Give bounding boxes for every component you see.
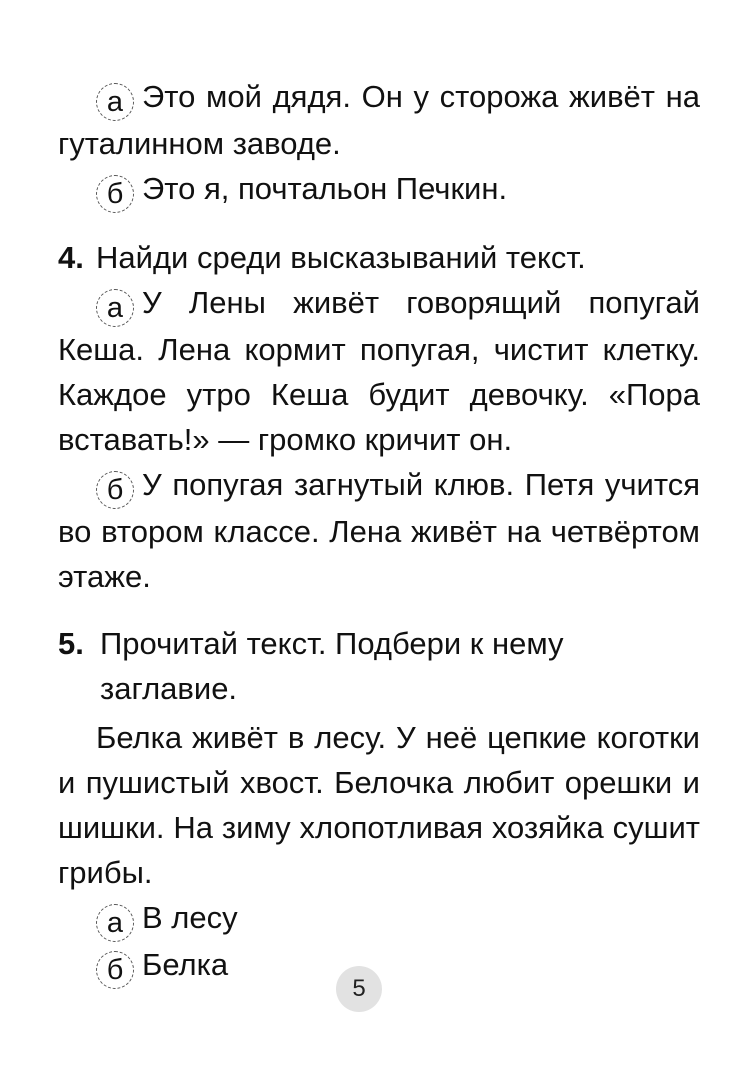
option-1b (58, 166, 700, 213)
task-4-heading (58, 235, 700, 280)
option-text: Это я, почтальон Печкин. (142, 171, 508, 206)
option-5a (58, 895, 700, 942)
option-4a (58, 280, 700, 462)
option-4b (58, 462, 700, 599)
option-label-badge: а (96, 904, 134, 942)
task-5-passage: Белка живёт в лесу. У неё цепкие коготки и пушистый хвост. Белочка любит орешки и шишки. На зиму хлопотливая хозяйка сушит грибы. (58, 720, 700, 890)
task-number: 5. (58, 626, 84, 661)
option-label-badge: б (96, 175, 134, 213)
task-number: 4. (58, 240, 84, 275)
option-text: В лесу (142, 900, 238, 935)
option-text: У попугая загнутый клюв. Петя учится во втором классе. Лена живёт на четвёртом этаже. (58, 467, 700, 594)
option-label-badge: а (96, 83, 134, 121)
task-5-heading (58, 621, 700, 711)
option-label-badge: б (96, 471, 134, 509)
page-content (58, 74, 700, 989)
option-text: Это мой дядя. Он у сторожа живёт на гуталинном заводе. (58, 79, 700, 161)
option-label-badge: а (96, 289, 134, 327)
option-text: Белка (142, 947, 229, 982)
task-text: Прочитай текст. Подбери к нему заглавие. (100, 626, 564, 706)
page-number: 5 (336, 966, 382, 1012)
option-label-badge: б (96, 951, 134, 989)
option-text: У Лены живёт говорящий попугай Кеша. Лена кормит попугая, чистит клетку. Каждое утро Кеша будит девочку. «Пора вставать!» — громко кричит он. (58, 285, 700, 457)
task-text: Найди среди высказываний текст. (96, 240, 586, 275)
option-1a (58, 74, 700, 166)
